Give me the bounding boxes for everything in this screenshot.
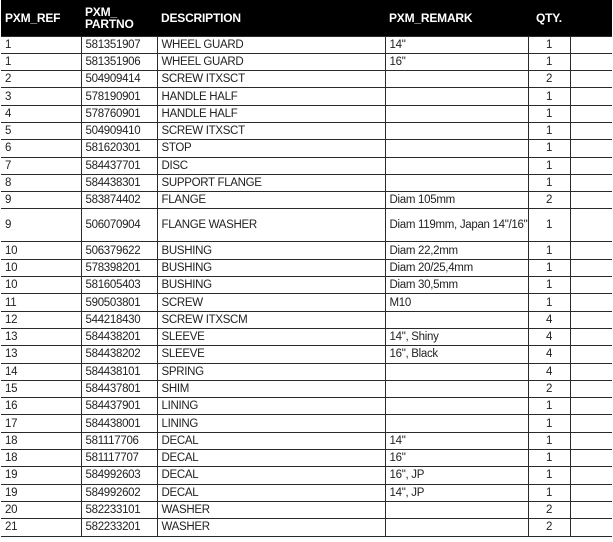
cell-partno: 581351907 [81,36,157,53]
cell-spacer [570,140,612,157]
cell-qty: 1 [528,174,570,191]
cell-qty: 1 [528,209,570,242]
cell-qty: 1 [528,398,570,415]
table-row [1,242,612,259]
table-row [1,415,612,432]
table-row [1,311,612,328]
cell-spacer [570,363,612,380]
cell-spacer [570,432,612,449]
table-row [1,140,612,157]
cell-qty: 4 [528,346,570,363]
cell-remark [385,501,528,518]
cell-qty: 1 [528,140,570,157]
cell-partno: 584437801 [81,380,157,397]
cell-remark [385,398,528,415]
cell-description: SCREW ITXSCM [157,311,385,328]
cell-remark [385,311,528,328]
cell-ref: 9 [1,192,81,209]
cell-ref: 1 [1,36,81,53]
cell-qty: 4 [528,311,570,328]
table-row [1,450,612,467]
table-row [1,105,612,122]
cell-partno: 583874402 [81,192,157,209]
cell-partno: 584992602 [81,484,157,501]
cell-qty: 2 [528,501,570,518]
cell-description: WHEEL GUARD [157,53,385,70]
cell-remark [385,140,528,157]
cell-remark [385,174,528,191]
cell-qty: 1 [528,259,570,276]
cell-remark: Diam 119mm, Japan 14"/16" [385,209,528,242]
header-ref: PXM_REF [5,10,61,25]
cell-partno: 504909414 [81,71,157,88]
cell-ref: 16 [1,398,81,415]
cell-partno: 590503801 [81,294,157,311]
cell-ref: 10 [1,242,81,259]
cell-ref: 15 [1,380,81,397]
cell-description: BUSHING [157,242,385,259]
table-row [1,432,612,449]
cell-description: SHIM [157,380,385,397]
header-spacer [570,0,612,36]
cell-description: WASHER [157,519,385,536]
cell-qty: 1 [528,294,570,311]
cell-partno: 584438001 [81,415,157,432]
cell-spacer [570,346,612,363]
cell-remark [385,157,528,174]
header-description: DESCRIPTION [161,10,241,25]
cell-ref: 10 [1,277,81,294]
table-body [1,36,612,536]
cell-spacer [570,209,612,242]
cell-spacer [570,122,612,139]
cell-remark: 14" [385,36,528,53]
cell-spacer [570,398,612,415]
cell-description: FLANGE WASHER [157,209,385,242]
cell-spacer [570,71,612,88]
cell-spacer [570,53,612,70]
cell-partno: 582233201 [81,519,157,536]
header-remark: PXM_REMARK [389,10,473,25]
cell-qty: 1 [528,53,570,70]
cell-remark [385,105,528,122]
cell-spacer [570,294,612,311]
cell-description: DECAL [157,450,385,467]
cell-description: SCREW [157,294,385,311]
cell-description: HANDLE HALF [157,105,385,122]
cell-ref: 3 [1,88,81,105]
cell-ref: 18 [1,450,81,467]
cell-description: STOP [157,140,385,157]
cell-ref: 17 [1,415,81,432]
cell-spacer [570,157,612,174]
cell-remark: 14", Shiny [385,328,528,345]
cell-remark: M10 [385,294,528,311]
cell-description: WASHER [157,501,385,518]
cell-ref: 20 [1,501,81,518]
cell-qty: 1 [528,105,570,122]
cell-description: DECAL [157,467,385,484]
cell-ref: 9 [1,209,81,242]
cell-description: LINING [157,415,385,432]
cell-description: SPRING [157,363,385,380]
table-header-row [1,0,612,36]
cell-description: DECAL [157,484,385,501]
cell-partno: 506379622 [81,242,157,259]
cell-partno: 584438202 [81,346,157,363]
cell-spacer [570,450,612,467]
table-row [1,259,612,276]
cell-description: DISC [157,157,385,174]
cell-partno: 584992603 [81,467,157,484]
cell-spacer [570,88,612,105]
cell-qty: 1 [528,88,570,105]
cell-spacer [570,105,612,122]
cell-qty: 1 [528,467,570,484]
table-row [1,484,612,501]
cell-qty: 2 [528,192,570,209]
cell-ref: 14 [1,363,81,380]
cell-partno: 578760901 [81,105,157,122]
cell-spacer [570,192,612,209]
table-row [1,363,612,380]
cell-remark [385,363,528,380]
cell-ref: 21 [1,519,81,536]
cell-partno: 506070904 [81,209,157,242]
cell-partno: 584438101 [81,363,157,380]
cell-remark [385,380,528,397]
cell-description: SCREW ITXSCT [157,71,385,88]
cell-qty: 4 [528,363,570,380]
table-row [1,277,612,294]
table-row [1,88,612,105]
cell-partno: 584438301 [81,174,157,191]
cell-description: BUSHING [157,277,385,294]
cell-spacer [570,484,612,501]
cell-ref: 2 [1,71,81,88]
cell-partno: 584437901 [81,398,157,415]
table-row [1,380,612,397]
cell-qty: 1 [528,277,570,294]
cell-partno: 504909410 [81,122,157,139]
cell-qty: 1 [528,36,570,53]
table-row [1,328,612,345]
cell-qty: 1 [528,415,570,432]
cell-description: WHEEL GUARD [157,36,385,53]
cell-qty: 2 [528,71,570,88]
cell-partno: 581117706 [81,432,157,449]
cell-ref: 12 [1,311,81,328]
cell-partno: 581620301 [81,140,157,157]
cell-ref: 6 [1,140,81,157]
cell-description: SCREW ITXSCT [157,122,385,139]
cell-partno: 581605403 [81,277,157,294]
cell-spacer [570,380,612,397]
cell-qty: 2 [528,380,570,397]
cell-ref: 11 [1,294,81,311]
cell-remark [385,71,528,88]
cell-remark: Diam 105mm [385,192,528,209]
cell-remark [385,122,528,139]
table-row [1,467,612,484]
cell-partno: 584437701 [81,157,157,174]
cell-spacer [570,328,612,345]
table-row [1,157,612,174]
cell-qty: 1 [528,450,570,467]
cell-remark: 16" [385,450,528,467]
cell-qty: 1 [528,122,570,139]
cell-description: FLANGE [157,192,385,209]
cell-ref: 5 [1,122,81,139]
parts-list-table [1,0,612,537]
cell-remark: Diam 22,2mm [385,242,528,259]
cell-qty: 1 [528,242,570,259]
cell-qty: 1 [528,157,570,174]
table-row [1,209,612,242]
cell-remark: 16", Black [385,346,528,363]
cell-remark: 14" [385,432,528,449]
cell-partno: 582233101 [81,501,157,518]
header-partno: PXM_ PARTNO [85,4,134,31]
cell-remark [385,519,528,536]
cell-ref: 13 [1,328,81,345]
cell-partno: 578398201 [81,259,157,276]
cell-ref: 8 [1,174,81,191]
table-row [1,294,612,311]
cell-remark: 16" [385,53,528,70]
cell-ref: 13 [1,346,81,363]
cell-remark: Diam 20/25,4mm [385,259,528,276]
cell-ref: 18 [1,432,81,449]
cell-ref: 19 [1,484,81,501]
cell-description: BUSHING [157,259,385,276]
table-row [1,53,612,70]
cell-qty: 1 [528,484,570,501]
cell-spacer [570,519,612,536]
cell-remark: 14", JP [385,484,528,501]
cell-ref: 4 [1,105,81,122]
cell-qty: 1 [528,432,570,449]
table-row [1,501,612,518]
cell-spacer [570,501,612,518]
cell-description: LINING [157,398,385,415]
cell-spacer [570,174,612,191]
cell-qty: 4 [528,328,570,345]
cell-description: HANDLE HALF [157,88,385,105]
cell-remark: 16", JP [385,467,528,484]
cell-spacer [570,242,612,259]
table-row [1,71,612,88]
cell-spacer [570,467,612,484]
cell-partno: 578190901 [81,88,157,105]
cell-qty: 2 [528,519,570,536]
cell-partno: 584438201 [81,328,157,345]
header-qty: QTY. [536,10,562,25]
cell-ref: 7 [1,157,81,174]
table-row [1,192,612,209]
cell-description: SLEEVE [157,328,385,345]
cell-partno: 581351906 [81,53,157,70]
cell-spacer [570,277,612,294]
cell-ref: 1 [1,53,81,70]
cell-remark [385,88,528,105]
cell-partno: 544218430 [81,311,157,328]
cell-spacer [570,415,612,432]
cell-spacer [570,259,612,276]
cell-spacer [570,311,612,328]
cell-ref: 19 [1,467,81,484]
table-row [1,519,612,536]
table-row [1,346,612,363]
cell-ref: 10 [1,259,81,276]
cell-description: DECAL [157,432,385,449]
table-row [1,36,612,53]
cell-partno: 581117707 [81,450,157,467]
cell-spacer [570,36,612,53]
cell-remark [385,415,528,432]
cell-description: SLEEVE [157,346,385,363]
table-row [1,174,612,191]
table-row [1,398,612,415]
table-row [1,122,612,139]
cell-description: SUPPORT FLANGE [157,174,385,191]
cell-remark: Diam 30,5mm [385,277,528,294]
